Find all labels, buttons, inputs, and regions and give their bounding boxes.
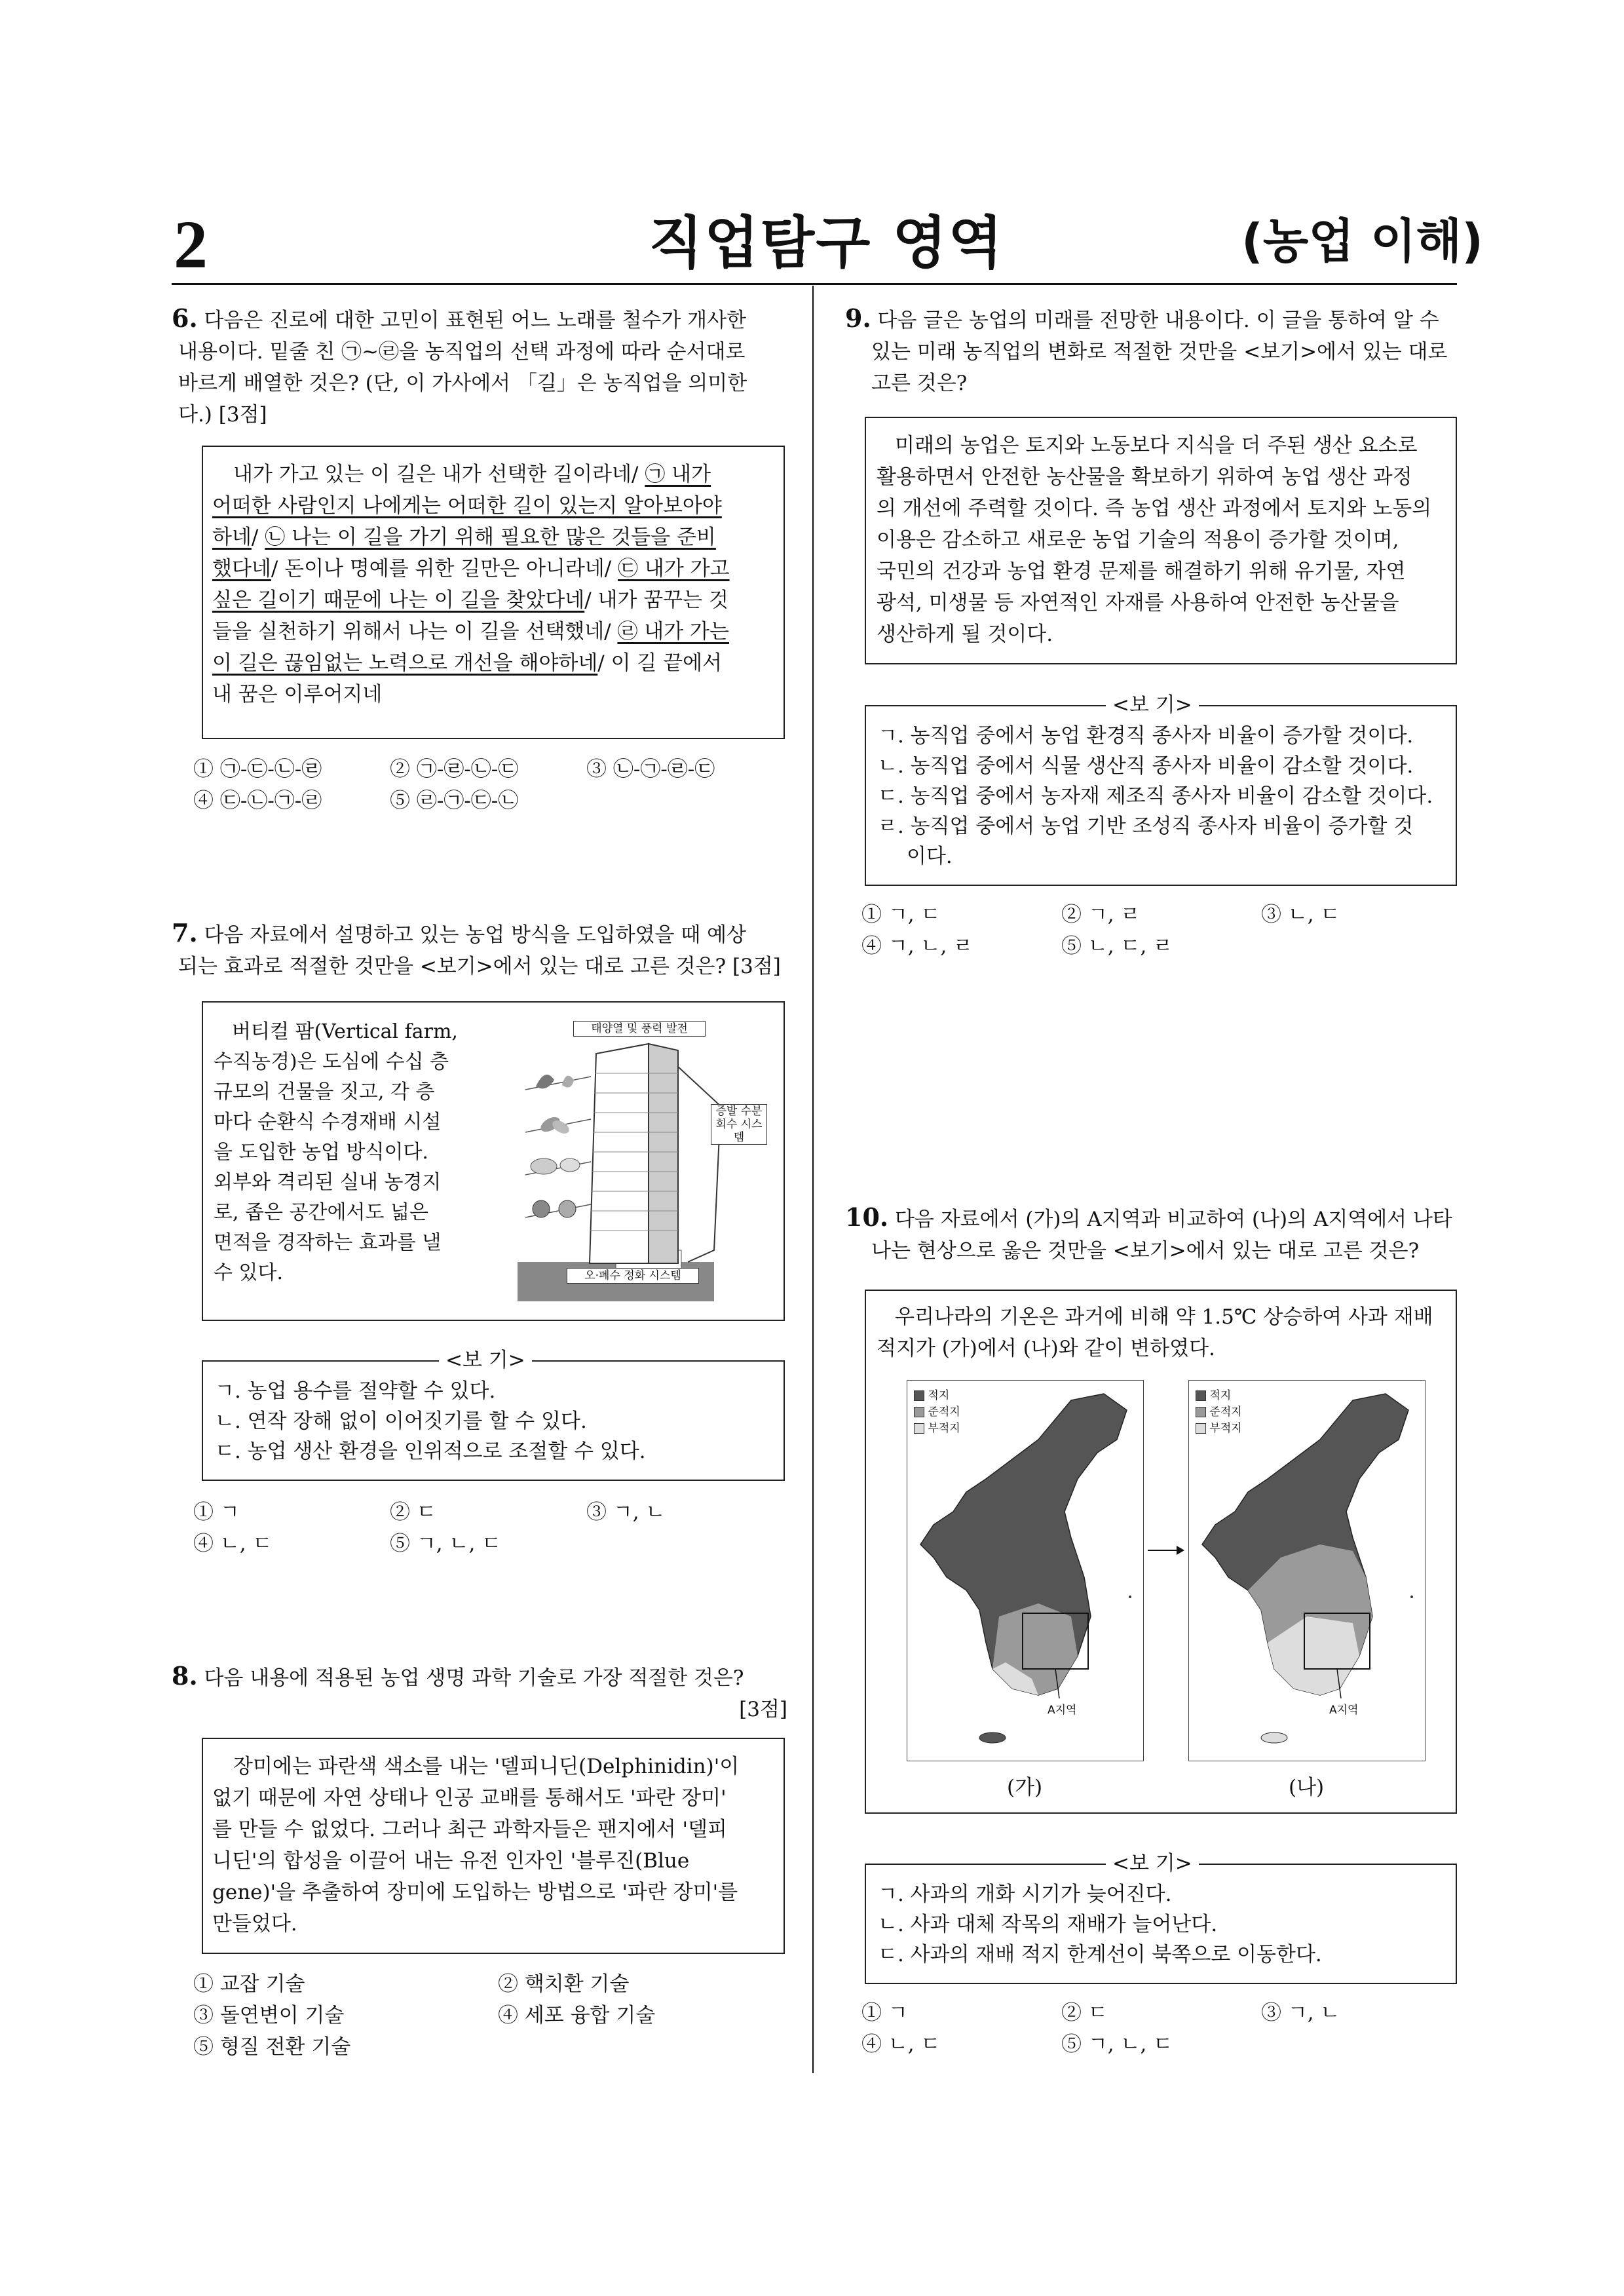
option-5[interactable]: ⑤ ㄴ, ㄷ, ㄹ	[1061, 934, 1173, 958]
wastewater-label: 오·폐수 정화 시스템	[567, 1268, 699, 1284]
option-3[interactable]: ③ ㄱ, ㄴ	[586, 1501, 666, 1524]
q10-bogi-box	[865, 1864, 1457, 1984]
passage-line: 생산하게 될 것이다.	[877, 622, 1053, 646]
option-2[interactable]: ② ㄷ	[1061, 2001, 1108, 2025]
q8-stem-line: 다음 내용에 적용된 농업 생명 과학 기술로 가장 적절한 것은?	[204, 1666, 744, 1690]
q10-stem-line: 나는 현상으로 옳은 것만을 <보기>에서 있는 대로 고른 것은?	[871, 1239, 1420, 1263]
bogi-item: ㄴ. 사과 대체 작목의 재배가 늘어난다.	[878, 1913, 1218, 1936]
bogi-item: ㄷ. 농업 생산 환경을 인위적으로 조절할 수 있다.	[215, 1440, 646, 1463]
q7-stem-line: 되는 효과로 적절한 것만을 <보기>에서 있는 대로 고른 것은? [3점]	[178, 955, 781, 978]
q7-bogi-box	[202, 1360, 785, 1481]
passage-line: gene)'을 추출하여 장미에 도입하는 방법으로 '파란 장미'를	[212, 1881, 738, 1904]
map-na-label: (나)	[1289, 1776, 1325, 1799]
q10-options	[861, 1997, 1464, 2060]
q6-stem-line: 다.) [3점]	[178, 403, 267, 427]
passage-line: 우리나라의 기온은 과거에 비해 약 1.5℃ 상승하여 사과 재배	[895, 1305, 1433, 1329]
option-1[interactable]: ① ㄱ	[193, 1501, 240, 1524]
lyric-text: /	[251, 526, 265, 549]
lyric-underlined: 했다네	[212, 557, 271, 581]
vertical-farm-figure	[518, 1014, 773, 1309]
q6-lyrics-box	[202, 446, 785, 739]
option-4[interactable]: ④ ㄱ, ㄴ, ㄹ	[861, 934, 973, 958]
bogi-item: ㄱ. 사과의 개화 시기가 늦어진다.	[878, 1883, 1172, 1906]
passage-line: 버티컬 팜(Vertical farm,	[232, 1020, 458, 1043]
option-4[interactable]: ④ ㄴ, ㄷ	[193, 1532, 273, 1556]
q9-number: 9.	[845, 303, 871, 333]
map-ga	[907, 1380, 1144, 1761]
option-1[interactable]: ① ㄱ	[861, 2001, 908, 2025]
option-5[interactable]: ⑤ ㄱ, ㄴ, ㄷ	[1061, 2033, 1173, 2056]
lyric-underlined: ㉠ 내가	[645, 463, 711, 486]
bogi-item: ㄱ. 농업 용수를 절약할 수 있다.	[215, 1379, 496, 1403]
q8-number: 8.	[172, 1661, 198, 1691]
q9-bogi-box	[865, 705, 1457, 886]
bogi-item: ㄷ. 사과의 재배 적지 한계선이 북쪽으로 이동한다.	[878, 1943, 1322, 1966]
q7-bogi-title: <보 기>	[439, 1347, 532, 1373]
q10-material-box	[865, 1290, 1457, 1814]
legend-label: 준적지	[1209, 1406, 1242, 1419]
q6-stem	[172, 303, 787, 430]
q6-number: 6.	[172, 303, 198, 333]
q10-passage	[877, 1301, 1453, 1364]
question-10	[845, 1202, 1461, 1267]
option-5[interactable]: ⑤ 형질 전환 기술	[193, 2035, 351, 2059]
q8-passage-box	[202, 1738, 785, 1954]
option-2[interactable]: ② ㄷ	[390, 1501, 436, 1524]
passage-line: 를 만들 수 없었다. 그러나 최근 과학자들은 팬지에서 '델피	[212, 1818, 727, 1841]
page-title: 직업탐구 영역	[649, 210, 1004, 276]
header-rule	[172, 283, 1457, 285]
passage-line: 없기 때문에 자연 상태나 인공 교배를 통해서도 '파란 장미'	[212, 1786, 727, 1810]
q9-passage-box	[865, 417, 1457, 664]
q9-stem-line: 고른 것은?	[871, 372, 968, 395]
passage-line: 규모의 건물을 짓고, 각 층	[214, 1081, 435, 1103]
jeju-island	[1261, 1732, 1287, 1743]
lyric-text: / 내가 꿈꾸는 것	[584, 588, 728, 612]
legend-label: 적지	[928, 1389, 950, 1402]
passage-line: 장미에는 파란색 색소를 내는 '델피니딘(Delphinidin)'이	[233, 1755, 740, 1778]
q9-stem-line: 다음 글은 농업의 미래를 전망한 내용이다. 이 글을 통하여 알 수	[877, 309, 1439, 332]
passage-line: 수직농경)은 도심에 수십 층	[214, 1050, 449, 1073]
lyric-underlined: 싶은 길이기 때문에 나는 이 길을 찾았다네	[212, 588, 585, 612]
map-ga-label: (가)	[1007, 1776, 1043, 1799]
passage-line: 의 개선에 주력할 것이다. 즉 농업 생산 과정에서 토지와 노동의	[877, 497, 1432, 520]
option-1[interactable]: ① ㉠-㉢-㉡-㉣	[193, 757, 322, 781]
passage-line: 외부와 격리된 실내 농경지	[214, 1171, 442, 1194]
page-number: 2	[174, 207, 208, 282]
passage-line: 마다 순환식 수경재배 시설	[214, 1111, 442, 1134]
passage-line: 니딘'의 합성을 이끌어 내는 유전 인자인 '블루진(Blue	[212, 1849, 690, 1873]
option-2[interactable]: ② 핵치환 기술	[498, 1972, 630, 1996]
map-na	[1188, 1380, 1426, 1761]
q7-passage	[214, 1017, 489, 1288]
potato-icon	[531, 1158, 580, 1174]
column-divider	[812, 286, 814, 2073]
option-1[interactable]: ① 교잡 기술	[193, 1972, 305, 1996]
passage-line: 이용은 감소하고 새로운 농업 기술의 적용이 증가할 것이며,	[877, 528, 1399, 552]
option-2[interactable]: ② ㄱ, ㄹ	[1061, 903, 1141, 927]
q8-stem-line: [3점]	[739, 1698, 787, 1721]
korea-map-ga	[907, 1381, 1143, 1761]
q9-bogi-title: <보 기>	[1106, 692, 1199, 718]
passage-line: 미래의 농업은 토지와 노동보다 지식을 더 주된 생산 요소로	[895, 434, 1418, 457]
tomato-icon	[533, 1200, 576, 1217]
q10-stem-line: 다음 자료에서 (가)의 A지역과 비교하여 (나)의 A지역에서 나타	[894, 1208, 1452, 1231]
jeju-island	[979, 1732, 1006, 1743]
option-2[interactable]: ② ㉠-㉣-㉡-㉢	[390, 757, 519, 781]
option-5[interactable]: ⑤ ㄱ, ㄴ, ㄷ	[390, 1532, 502, 1556]
q8-passage	[212, 1751, 774, 1940]
question-8	[172, 1660, 787, 1725]
label-line: 회수 시스템	[715, 1118, 763, 1144]
lyric-text: / 이 길 끝에서	[597, 651, 723, 675]
passage-line: 활용하면서 안전한 농산물을 확보하기 위하여 농업 생산 과정	[877, 465, 1412, 489]
option-4[interactable]: ④ ㄴ, ㄷ	[861, 2033, 941, 2056]
question-7	[172, 917, 801, 982]
q9-options	[861, 899, 1464, 962]
bogi-item: ㄱ. 농직업 중에서 농업 환경직 종사자 비율이 증가할 것이다.	[878, 724, 1414, 748]
q7-options	[193, 1497, 796, 1559]
bogi-item: ㄴ. 연작 장해 없이 이어짓기를 할 수 있다.	[215, 1409, 587, 1433]
carrot-icon	[536, 1075, 554, 1088]
q6-stem-line: 다음은 진로에 대한 고민이 표현된 어느 노래를 철수가 개사한	[204, 309, 747, 332]
lyric-text: 내 꿈은 이루어지네	[212, 683, 383, 706]
lyric-underlined: ㉢ 내가 가고	[618, 557, 730, 581]
bogi-item: ㄴ. 농직업 중에서 식물 생산직 종사자 비율이 감소할 것이다.	[878, 754, 1414, 778]
q6-stem-line: 내용이다. 밑줄 친 ㉠~㉣을 농직업의 선택 과정에 따라 순서대로	[178, 340, 746, 364]
lyric-underlined: 하네	[212, 526, 252, 549]
lyric-text: 내가 가고 있는 이 길은 내가 선택한 길이라네/	[233, 463, 645, 486]
option-4[interactable]: ④ ㉢-㉡-㉠-㉣	[193, 789, 322, 813]
passage-line: 광석, 미생물 등 자연적인 자재를 사용하여 안전한 농산물을	[877, 591, 1399, 615]
passage-line: 수 있다.	[214, 1261, 284, 1284]
q10-bogi-title: <보 기>	[1106, 1850, 1199, 1877]
option-3[interactable]: ③ ㉡-㉠-㉣-㉢	[586, 757, 715, 781]
leaf-icon	[538, 1114, 571, 1136]
lyric-text: / 돈이나 명예를 위한 길만은 아니라네/	[271, 557, 618, 581]
q6-options	[193, 754, 796, 816]
q6-stem-line: 바르게 배열한 것은? (단, 이 가사에서 「길」은 농직업을 의미한	[178, 372, 747, 395]
q9-passage	[877, 430, 1445, 650]
passage-line: 로, 좁은 공간에서도 넓은	[214, 1201, 428, 1224]
korea-map-na	[1189, 1381, 1425, 1761]
passage-line: 만들었다.	[212, 1912, 297, 1936]
arrow-icon	[1146, 1544, 1186, 1557]
q8-options	[193, 1968, 796, 2063]
legend-label: 부적지	[1209, 1422, 1242, 1435]
option-3[interactable]: ③ ㄴ, ㄷ	[1261, 903, 1340, 927]
lyric-underlined: 어떠한 사람인지 나에게는 어떠한 길이 있는지 알아보아야	[212, 494, 722, 518]
legend-label: 준적지	[928, 1406, 960, 1419]
lyric-text: 들을 실천하기 위해서 나는 이 길을 선택했네/	[212, 620, 618, 643]
passage-line: 국민의 건강과 농업 환경 문제를 해결하기 위해 유기물, 자연	[877, 560, 1406, 583]
question-9	[845, 303, 1461, 399]
option-3[interactable]: ③ ㄱ, ㄴ	[1261, 2001, 1340, 2025]
legend-label: 적지	[1209, 1389, 1232, 1402]
q7-material-box	[202, 1001, 785, 1321]
option-4[interactable]: ④ 세포 융합 기술	[498, 2004, 656, 2027]
q7-stem-line: 다음 자료에서 설명하고 있는 농업 방식을 도입하였을 때 예상	[204, 923, 747, 947]
lyric-underlined: 이 길은 끊임없는 노력으로 개선을 해야하네	[212, 651, 598, 675]
lyric-underlined: ㉣ 내가 가는	[617, 620, 729, 643]
option-1[interactable]: ① ㄱ, ㄷ	[861, 903, 941, 927]
legend-label: 부적지	[928, 1422, 960, 1435]
subject-title: (농업 이해)	[1241, 214, 1484, 269]
option-5[interactable]: ⑤ ㉣-㉠-㉢-㉡	[390, 789, 519, 813]
region-a-label: A지역	[1048, 1704, 1077, 1717]
region-a-label: A지역	[1329, 1704, 1359, 1717]
passage-line: 적지가 (가)에서 (나)와 같이 변하였다.	[877, 1337, 1215, 1360]
option-3[interactable]: ③ 돌연변이 기술	[193, 2004, 345, 2027]
passage-line: 을 도입한 농업 방식이다.	[214, 1141, 428, 1164]
label-line: 증발 수분	[715, 1105, 763, 1118]
q9-stem-line: 있는 미래 농직업의 변화로 적절한 것만을 <보기>에서 있는 대로	[871, 340, 1448, 364]
solar-wind-label: 태양열 및 풍력 발전	[573, 1021, 706, 1037]
bogi-item: ㄹ. 농직업 중에서 농업 기반 조성직 종사자 비율이 증가할 것	[878, 814, 1414, 838]
q10-number: 10.	[845, 1202, 889, 1232]
question-6	[172, 303, 787, 430]
q7-number: 7.	[172, 918, 198, 947]
bogi-item: ㄷ. 농직업 중에서 농자재 제조직 종사자 비율이 감소할 것이다.	[878, 784, 1433, 808]
passage-line: 면적을 경작하는 효과를 낼	[214, 1231, 442, 1254]
lyric-underlined: ㉡ 나는 이 길을 가기 위해 필요한 많은 것들을 준비	[265, 526, 716, 549]
evaporation-recovery-label	[711, 1104, 767, 1145]
q6-lyrics	[212, 459, 774, 710]
bogi-item: 이다.	[907, 845, 953, 868]
